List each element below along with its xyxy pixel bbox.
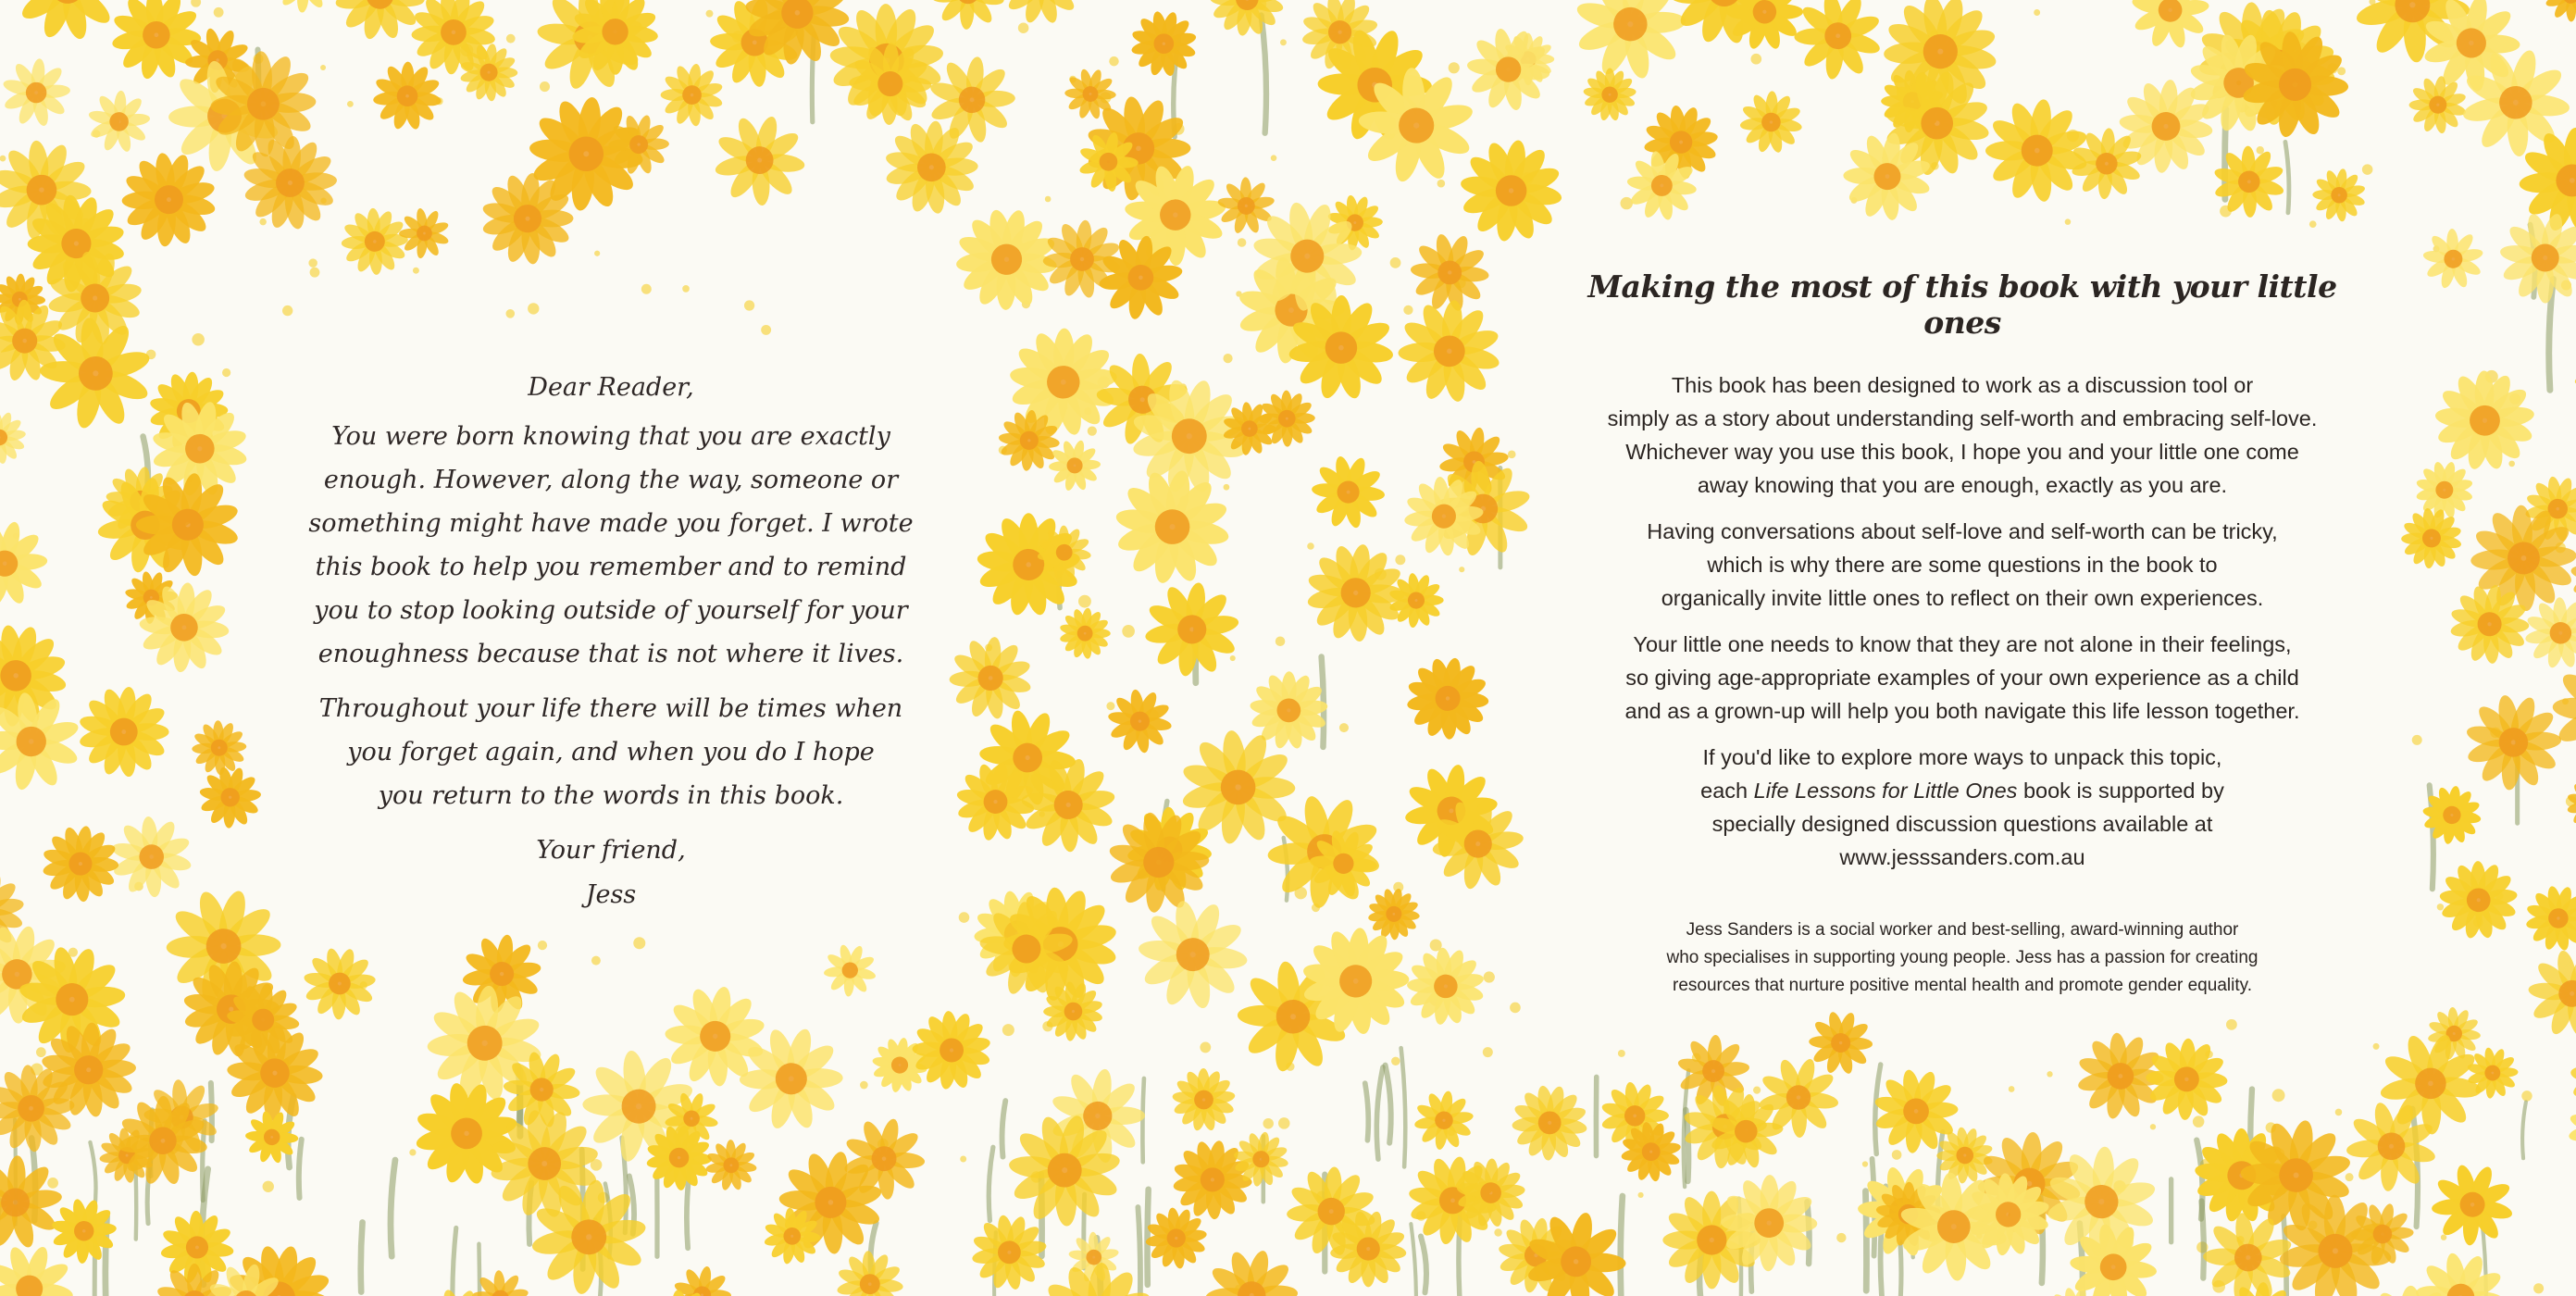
letter-line: something might have made you forget. I wrote xyxy=(308,509,914,538)
letter-to-reader xyxy=(305,366,916,917)
guide-line: simply as a story about understanding self-worth and embracing self-love. xyxy=(1607,406,2318,430)
letter-paragraph-1 xyxy=(305,415,916,676)
guide-line: which is why there are some questions in the book to xyxy=(1707,553,2218,577)
guide-paragraph-1 xyxy=(1564,368,2360,502)
bio-line: resources that nurture positive mental health and promote gender equality. xyxy=(1673,976,2252,995)
guide-line: Having conversations about self-love and self-worth can be tricky, xyxy=(1647,519,2278,543)
letter-line: enoughness because that is not where it lives. xyxy=(317,640,904,668)
guide-line-suffix: book is supported by xyxy=(2017,779,2224,803)
guide-line: Your little one needs to know that they are not alone in their feelings, xyxy=(1633,632,2292,656)
letter-signoff: Your friend, xyxy=(536,836,686,865)
letter-line: you forget again, and when you do I hope xyxy=(347,738,875,766)
author-bio xyxy=(1611,916,2314,1000)
guide-line: specially designed discussion questions available at xyxy=(1711,812,2213,836)
letter-signature: Jess xyxy=(585,880,637,909)
letter-line: this book to help you remember and to remind xyxy=(315,553,907,581)
bio-line: who specialises in supporting young people. Jess has a passion for creating xyxy=(1666,948,2259,967)
letter-paragraph-2 xyxy=(305,687,916,817)
website-link[interactable]: www.jesssanders.com.au xyxy=(1839,845,2085,869)
guide-section xyxy=(1564,268,2360,887)
guide-line: If you'd like to explore more ways to unpack this topic, xyxy=(1702,745,2222,769)
guide-line: organically invite little ones to reflect on their own experiences. xyxy=(1661,586,2264,610)
letter-greeting: Dear Reader, xyxy=(528,373,694,402)
guide-paragraph-2 xyxy=(1564,515,2360,615)
guide-paragraph-4 xyxy=(1564,741,2360,874)
guide-paragraph-3 xyxy=(1564,628,2360,728)
guide-line: and as a grown-up will help you both navigate this life lesson together. xyxy=(1624,699,2300,723)
guide-line: This book has been designed to work as a discussion tool or xyxy=(1671,373,2254,397)
bio-line: Jess Sanders is a social worker and best-selling, award-winning author xyxy=(1686,920,2239,940)
guide-line: away knowing that you are enough, exactly as you are. xyxy=(1697,473,2228,497)
guide-title: Making the most of this book with your little ones xyxy=(1587,268,2337,341)
letter-line: enough. However, along the way, someone or xyxy=(323,466,899,494)
guide-line: Whichever way you use this book, I hope you and your little one come xyxy=(1625,440,2299,464)
letter-line: you to stop looking outside of yourself for your xyxy=(314,596,908,625)
letter-line: you return to the words in this book. xyxy=(378,781,844,810)
guide-line: so giving age-appropriate examples of your own experience as a child xyxy=(1625,666,2299,690)
letter-line: Throughout your life there will be times when xyxy=(318,694,903,723)
guide-line-prefix: each xyxy=(1700,779,1754,803)
letter-line: You were born knowing that you are exactly xyxy=(331,422,890,451)
series-title: Life Lessons for Little Ones xyxy=(1753,779,2018,803)
